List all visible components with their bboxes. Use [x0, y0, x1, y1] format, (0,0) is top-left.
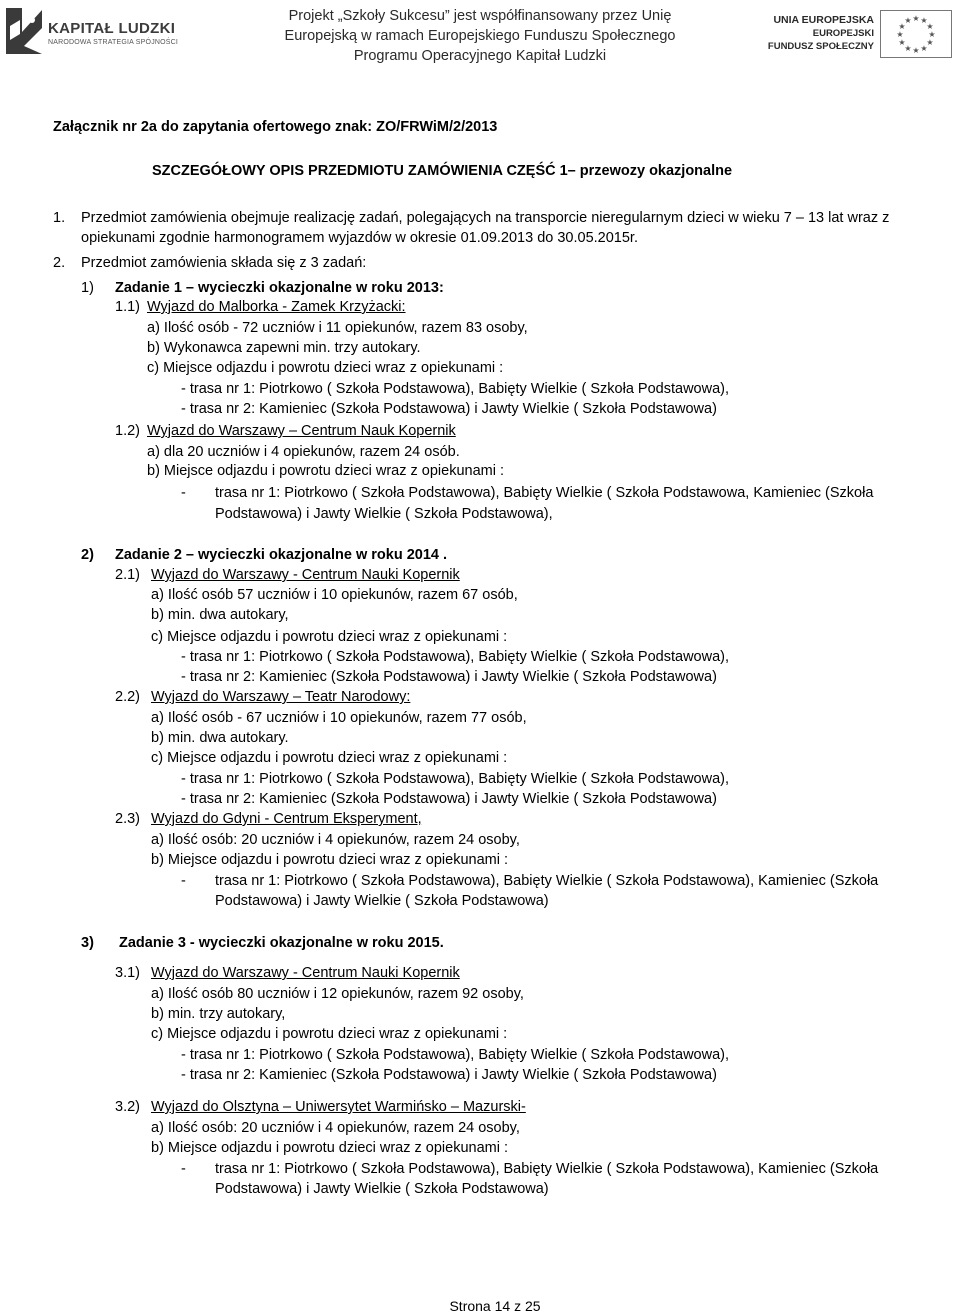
eu-flag-icon — [880, 10, 952, 58]
project-info — [260, 6, 700, 66]
trip-1-2-route-1-cont: Podstawowa) i Jawty Wielkie ( Szkoła Podstawowa), — [215, 506, 553, 522]
svg-text:★: ★ — [898, 38, 906, 47]
trip-2-3-item-a: a) Ilość osób: 20 uczniów i 4 opiekunów, razem 24 osoby, — [151, 832, 520, 848]
svg-text:★: ★ — [912, 14, 920, 23]
trip-2-1-item-c: c) Miejsce odjazdu i powrotu dzieci wraz z opiekunami : — [151, 629, 508, 645]
paragraph-2-text: Przedmiot zamówienia składa się z 3 zadań: — [81, 255, 367, 271]
paragraph-1-number: 1. — [53, 210, 66, 226]
trip-2-2-item-c: c) Miejsce odjazdu i powrotu dzieci wraz z opiekunami : — [151, 750, 508, 766]
trip-1-2-number: 1.2) — [115, 423, 140, 439]
svg-text:★: ★ — [904, 16, 912, 25]
eu-line-2: EUROPEJSKI — [812, 28, 874, 39]
trip-2-1-item-b: b) min. dwa autokary, — [151, 607, 289, 623]
trip-3-1-route-2: - trasa nr 2: Kamieniec (Szkoła Podstawowa) i Jawty Wielkie ( Szkoła Podstawowa) — [181, 1067, 717, 1083]
page-number: Strona 14 z 25 — [449, 1298, 541, 1314]
kapital-ludzki-logo — [2, 6, 179, 58]
trip-1-1-item-b: b) Wykonawca zapewni min. trzy autokary. — [147, 340, 421, 356]
trip-1-1-item-c: c) Miejsce odjazdu i powrotu dzieci wraz z opiekunami : — [147, 360, 504, 376]
paragraph-1-line-1: Przedmiot zamówienia obejmuje realizację zadań, polegających na transporcie nieregularnym dzieci w wieku 7 – 13 lat wraz z — [81, 210, 890, 226]
trip-3-1-item-a: a) Ilość osób 80 uczniów i 12 opiekunów, razem 92 osoby, — [151, 986, 524, 1002]
trip-2-1-route-2: - trasa nr 2: Kamieniec (Szkoła Podstawowa) i Jawty Wielkie ( Szkoła Podstawowa) — [181, 669, 717, 685]
trip-1-2-title: Wyjazd do Warszawy – Centrum Nauk Kopernik — [147, 423, 456, 439]
trip-1-2-item-a: a) dla 20 uczniów i 4 opiekunów, razem 24 osób. — [147, 444, 460, 460]
trip-3-2-item-b: b) Miejsce odjazdu i powrotu dzieci wraz z opiekunami : — [151, 1140, 509, 1156]
kapital-ludzki-logo-icon — [2, 6, 46, 56]
trip-2-3-route-1: trasa nr 1: Piotrkowo ( Szkoła Podstawowa), Babięty Wielkie ( Szkoła Podstawowa), Kamieniec (Szkoła — [215, 873, 879, 889]
svg-text:★: ★ — [896, 30, 904, 39]
trip-2-3-title: Wyjazd do Gdyni - Centrum Eksperyment, — [151, 811, 422, 827]
svg-text:★: ★ — [904, 44, 912, 53]
trip-2-2-route-1: - trasa nr 1: Piotrkowo ( Szkoła Podstawowa), Babięty Wielkie ( Szkoła Podstawowa), — [181, 771, 729, 787]
trip-1-1-title: Wyjazd do Malborka - Zamek Krzyżacki: — [147, 299, 406, 315]
task-1-title: Zadanie 1 – wycieczki okazjonalne w roku 2013: — [115, 280, 444, 296]
svg-text:★: ★ — [920, 16, 928, 25]
paragraph-2-number: 2. — [53, 255, 66, 271]
trip-3-1-number: 3.1) — [115, 965, 140, 981]
trip-3-2-item-a: a) Ilość osób: 20 uczniów i 4 opiekunów, razem 24 osoby, — [151, 1120, 520, 1136]
trip-1-2-item-b: b) Miejsce odjazdu i powrotu dzieci wraz z opiekunami : — [147, 463, 505, 479]
kl-logo-title: KAPITAŁ LUDZKI — [48, 20, 176, 37]
trip-1-1-route-2: - trasa nr 2: Kamieniec (Szkoła Podstawowa) i Jawty Wielkie ( Szkoła Podstawowa) — [181, 401, 717, 417]
project-line-3: Programu Operacyjnego Kapitał Ludzki — [353, 48, 607, 64]
paragraph-1-line-2: opiekunami zgodnie harmonogramem wyjazdów w okresie 01.09.2013 do 30.05.2015r. — [81, 230, 638, 246]
trip-3-1-item-b: b) min. trzy autokary, — [151, 1006, 286, 1022]
page-header — [0, 0, 960, 70]
task-3-title: Zadanie 3 - wycieczki okazjonalne w roku 2015. — [119, 935, 444, 951]
trip-3-1-item-c: c) Miejsce odjazdu i powrotu dzieci wraz z opiekunami : — [151, 1026, 508, 1042]
trip-2-3-route-1-cont: Podstawowa) i Jawty Wielkie ( Szkoła Podstawowa) — [215, 893, 549, 909]
task-2-number: 2) — [81, 547, 94, 563]
trip-3-1-route-1: - trasa nr 1: Piotrkowo ( Szkoła Podstawowa), Babięty Wielkie ( Szkoła Podstawowa), — [181, 1047, 729, 1063]
trip-3-2-route-dash: - — [181, 1161, 186, 1177]
trip-2-2-route-2: - trasa nr 2: Kamieniec (Szkoła Podstawowa) i Jawty Wielkie ( Szkoła Podstawowa) — [181, 791, 717, 807]
trip-3-1-title: Wyjazd do Warszawy - Centrum Nauki Kopernik — [151, 965, 460, 981]
annex-title: Załącznik nr 2a do zapytania ofertowego znak: ZO/FRWiM/2/2013 — [53, 119, 498, 135]
svg-text:★: ★ — [926, 22, 934, 31]
svg-text:★: ★ — [898, 22, 906, 31]
eu-logo-text — [768, 14, 874, 53]
trip-2-2-item-b: b) min. dwa autokary. — [151, 730, 289, 746]
trip-3-2-route-1-cont: Podstawowa) i Jawty Wielkie ( Szkoła Podstawowa) — [215, 1181, 549, 1197]
trip-3-2-number: 3.2) — [115, 1099, 140, 1115]
project-line-2: Europejską w ramach Europejskiego Funduszu Społecznego — [284, 28, 676, 44]
trip-1-1-item-a: a) Ilość osób - 72 uczniów i 11 opiekunów, razem 83 osoby, — [147, 320, 528, 336]
task-1-number: 1) — [81, 280, 94, 296]
trip-2-2-title: Wyjazd do Warszawy – Teatr Narodowy: — [151, 689, 411, 705]
task-3-number: 3) — [81, 935, 94, 951]
svg-text:★: ★ — [926, 38, 934, 47]
task-2-title: Zadanie 2 – wycieczki okazjonalne w roku 2014 . — [115, 547, 448, 563]
trip-2-3-number: 2.3) — [115, 811, 140, 827]
trip-2-3-route-dash: - — [181, 873, 186, 889]
kl-logo-subtitle: NARODOWA STRATEGIA SPÓJNOŚCI — [48, 39, 179, 46]
eu-line-3: FUNDUSZ SPOŁECZNY — [767, 41, 874, 52]
trip-2-1-route-1: - trasa nr 1: Piotrkowo ( Szkoła Podstawowa), Babięty Wielkie ( Szkoła Podstawowa), — [181, 649, 729, 665]
svg-text:★: ★ — [912, 46, 920, 55]
project-line-1: Projekt „Szkoły Sukcesu” jest współfinansowany przez Unię — [288, 8, 672, 24]
trip-2-2-number: 2.2) — [115, 689, 140, 705]
svg-text:★: ★ — [928, 30, 936, 39]
trip-3-2-route-1: trasa nr 1: Piotrkowo ( Szkoła Podstawowa), Babięty Wielkie ( Szkoła Podstawowa), Kamieniec (Szkoła — [215, 1161, 879, 1177]
eu-line-1: UNIA EUROPEJSKA — [773, 14, 874, 26]
trip-2-1-title: Wyjazd do Warszawy - Centrum Nauki Kopernik — [151, 567, 460, 583]
svg-text:★: ★ — [920, 44, 928, 53]
trip-2-2-item-a: a) Ilość osób - 67 uczniów i 10 opiekunów, razem 77 osób, — [151, 710, 527, 726]
main-title: SZCZEGÓŁOWY OPIS PRZEDMIOTU ZAMÓWIENIA CZĘŚĆ 1– przewozy okazjonalne — [152, 163, 733, 179]
trip-1-2-route-1: trasa nr 1: Piotrkowo ( Szkoła Podstawowa), Babięty Wielkie ( Szkoła Podstawowa, Kamieniec (Szkoła — [215, 485, 874, 501]
trip-1-2-route-dash: - — [181, 485, 186, 501]
trip-2-3-item-b: b) Miejsce odjazdu i powrotu dzieci wraz z opiekunami : — [151, 852, 509, 868]
trip-2-1-item-a: a) Ilość osób 57 uczniów i 10 opiekunów, razem 67 osób, — [151, 587, 518, 603]
trip-1-1-number: 1.1) — [115, 299, 140, 315]
trip-3-2-title: Wyjazd do Olsztyna – Uniwersytet Warmińsko – Mazurski- — [151, 1099, 526, 1115]
eu-logo — [767, 6, 956, 58]
trip-1-1-route-1: - trasa nr 1: Piotrkowo ( Szkoła Podstawowa), Babięty Wielkie ( Szkoła Podstawowa), — [181, 381, 729, 397]
trip-2-1-number: 2.1) — [115, 567, 140, 583]
